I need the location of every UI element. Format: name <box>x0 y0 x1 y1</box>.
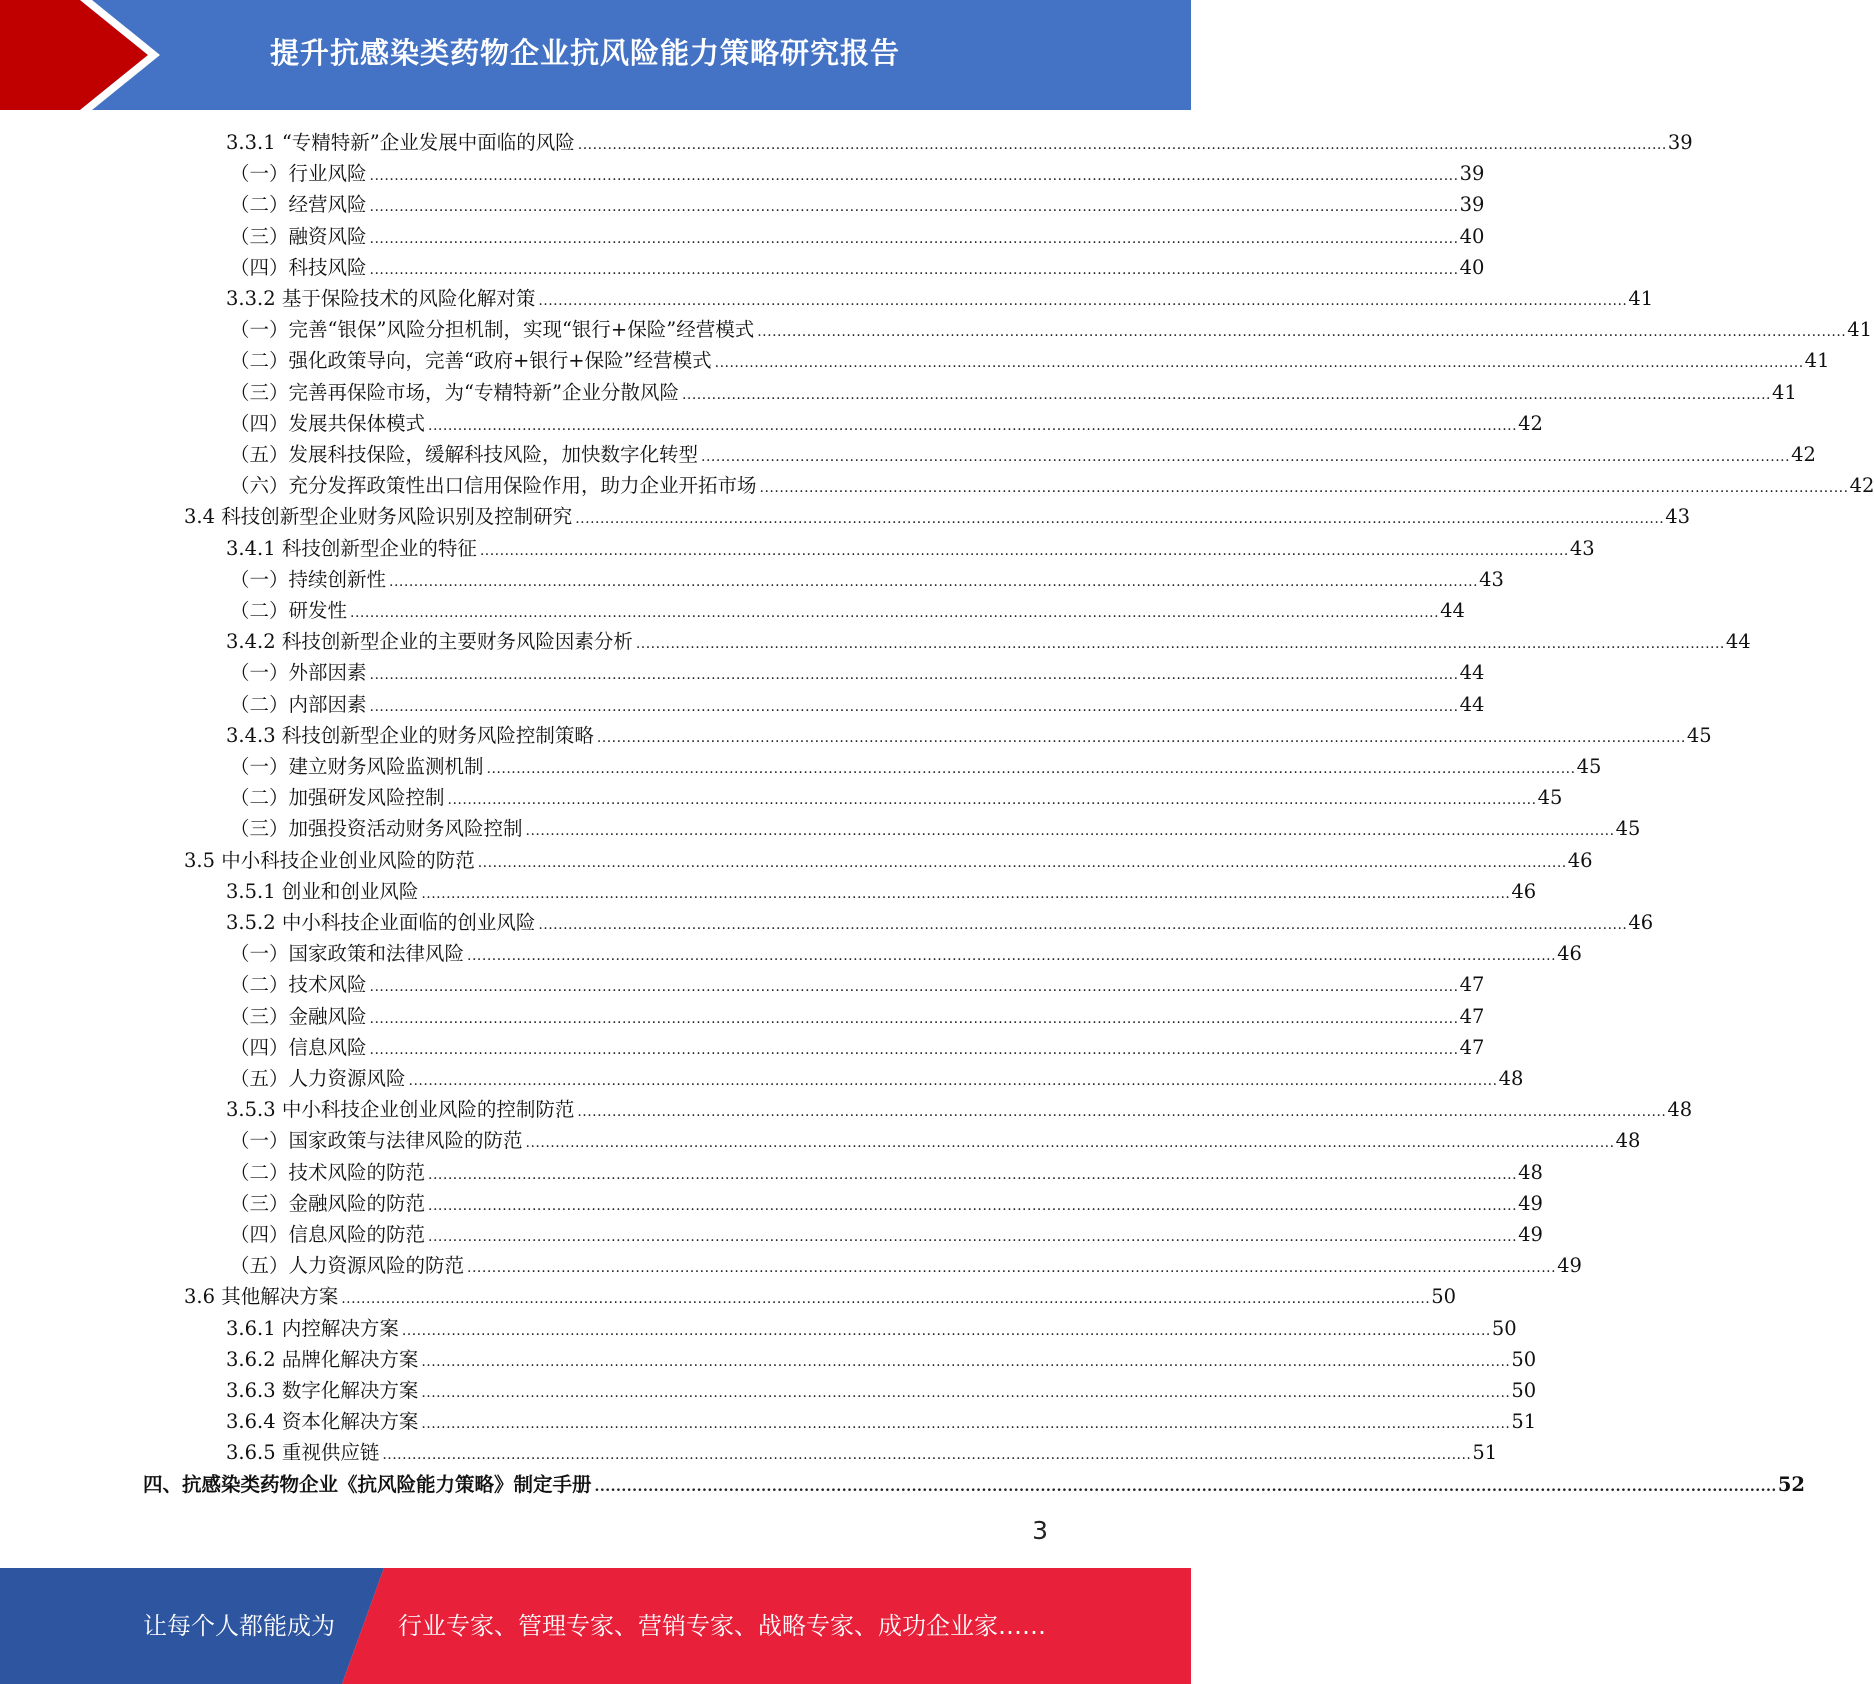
toc-entry-label: （五）人力资源风险 <box>230 1067 406 1090</box>
toc-entry-page: 47 <box>1459 1035 1485 1059</box>
toc-entry-label: 四、抗感染类药物企业《抗风险能力策略》制定手册 <box>143 1472 592 1496</box>
toc-entry-label: 3.6 其他解决方案 <box>184 1285 339 1309</box>
toc-entry[interactable] <box>226 907 1654 938</box>
toc-dot-leader: ............................................................................................................................................................................................................................ <box>428 1229 1518 1245</box>
toc-dot-leader: ............................................................................................................................................................................................................................ <box>428 417 1518 434</box>
toc-entry-page: 49 <box>1518 1191 1543 1215</box>
toc-entry[interactable] <box>184 1281 1457 1312</box>
toc-dot-leader: ............................................................................................................................................................................................................................ <box>369 230 1459 247</box>
toc-entry[interactable] <box>230 470 1874 501</box>
toc-dot-leader: ............................................................................................................................................................................................................................ <box>421 1353 1511 1370</box>
toc-entry[interactable] <box>143 1469 1805 1500</box>
toc-entry-label: 3.6.5 重视供应链 <box>226 1441 380 1465</box>
toc-entry-label: 3.5.1 创业和创业风险 <box>226 879 419 903</box>
toc-dot-leader: ............................................................................................................................................................................................................................ <box>389 573 1479 590</box>
toc-entry[interactable] <box>226 1344 1537 1375</box>
toc-entry-page: 48 <box>1498 1067 1524 1090</box>
toc-entry[interactable] <box>230 252 1485 283</box>
toc-entry-label: （一）国家政策和法律风险 <box>230 942 465 966</box>
toc-dot-leader: ............................................................................................................................................................................................................................ <box>701 449 1791 465</box>
toc-entry-label: 3.3.1 “专精特新”企业发展中面临的风险 <box>226 131 575 154</box>
toc-entry[interactable] <box>226 720 1712 751</box>
toc-entry[interactable] <box>230 314 1873 345</box>
toc-entry-label: （三）融资风险 <box>230 224 367 248</box>
page-number: 3 <box>1032 1516 1048 1545</box>
toc-entry[interactable] <box>226 127 1693 158</box>
header-title: 提升抗感染类药物企业抗风险能力策略研究报告 <box>270 36 901 70</box>
toc-entry-label: （二）技术风险 <box>230 973 367 997</box>
toc-entry-label: （二）加强研发风险控制 <box>230 786 445 810</box>
toc-entry-label: （四）信息风险的防范 <box>230 1223 426 1246</box>
toc-entry[interactable] <box>230 689 1485 720</box>
toc-entry-label: （二）研发性 <box>230 599 348 622</box>
toc-entry-label: 3.4 科技创新型企业财务风险识别及控制研究 <box>184 505 573 529</box>
toc-entry[interactable] <box>184 845 1593 876</box>
toc-entry-page: 40 <box>1459 255 1485 279</box>
toc-entry[interactable] <box>230 813 1641 844</box>
toc-entry[interactable] <box>230 377 1797 408</box>
toc-entry-page: 39 <box>1667 131 1693 154</box>
toc-entry-page: 49 <box>1518 1223 1543 1246</box>
toc-entry-page: 41 <box>1804 349 1830 373</box>
toc-entry-label: （二）内部因素 <box>230 692 367 716</box>
toc-dot-leader: ............................................................................................................................................................................................................................ <box>575 511 1665 528</box>
toc-entry[interactable] <box>230 751 1602 782</box>
toc-entry[interactable] <box>230 564 1504 595</box>
toc-dot-leader: ............................................................................................................................................................................................................................ <box>350 605 1440 621</box>
toc-dot-leader: ............................................................................................................................................................................................................................ <box>486 761 1576 777</box>
toc-entry-page: 48 <box>1518 1160 1543 1184</box>
toc-entry[interactable] <box>230 439 1816 470</box>
toc-dot-leader: ............................................................................................................................................................................................................................ <box>714 355 1804 372</box>
page-footer <box>0 1568 1191 1684</box>
toc-entry-label: 3.6.4 资本化解决方案 <box>226 1410 419 1434</box>
toc-entry[interactable] <box>226 1094 1693 1125</box>
toc-entry-label: （二）技术风险的防范 <box>230 1160 426 1184</box>
footer-slogan-left: 让每个人都能成为 <box>143 1612 335 1640</box>
toc-dot-leader: ............................................................................................................................................................................................................................ <box>681 386 1771 403</box>
toc-entry-page: 46 <box>1628 911 1654 934</box>
toc-entry[interactable] <box>230 938 1582 969</box>
toc-dot-leader: ............................................................................................................................................................................................................................ <box>596 729 1686 746</box>
toc-entry[interactable] <box>230 1250 1582 1281</box>
toc-entry-page: 43 <box>1665 505 1691 529</box>
toc-entry-page: 50 <box>1511 1347 1537 1371</box>
toc-dot-leader: ............................................................................................................................................................................................................................ <box>421 1385 1511 1401</box>
toc-entry[interactable] <box>230 595 1465 626</box>
toc-entry-page: 49 <box>1557 1254 1582 1278</box>
toc-dot-leader: ............................................................................................................................................................................................................................ <box>759 480 1849 497</box>
toc-dot-leader: ............................................................................................................................................................................................................................ <box>525 823 1615 840</box>
toc-entry-label: 3.4.3 科技创新型企业的财务风险控制策略 <box>226 723 594 747</box>
toc-entry-page: 47 <box>1459 973 1485 997</box>
toc-entry[interactable] <box>226 1313 1517 1344</box>
toc-dot-leader: ............................................................................................................................................................................................................................ <box>369 698 1459 715</box>
toc-dot-leader: ............................................................................................................................................................................................................................ <box>421 885 1511 902</box>
toc-entry-label: 3.5.2 中小科技企业面临的创业风险 <box>226 911 536 934</box>
toc-entry[interactable] <box>226 1437 1498 1468</box>
toc-entry[interactable] <box>230 969 1485 1000</box>
toc-entry-page: 46 <box>1567 848 1593 872</box>
toc-dot-leader: ............................................................................................................................................................................................................................ <box>577 137 1667 153</box>
toc-entry-page: 51 <box>1472 1441 1498 1465</box>
toc-entry-page: 48 <box>1667 1098 1693 1122</box>
toc-entry[interactable] <box>230 782 1563 813</box>
toc-entry-label: （一）建立财务风险监测机制 <box>230 755 484 778</box>
toc-entry-page: 44 <box>1459 661 1485 685</box>
toc-dot-leader: ............................................................................................................................................................................................................................ <box>341 1291 1431 1308</box>
toc-entry-label: 3.3.2 基于保险技术的风险化解对策 <box>226 287 536 310</box>
toc-entry-page: 50 <box>1511 1379 1537 1402</box>
toc-entry-page: 39 <box>1459 162 1485 186</box>
toc-entry-label: 3.6.3 数字化解决方案 <box>226 1379 419 1402</box>
toc-entry-label: （四）信息风险 <box>230 1035 367 1059</box>
toc-entry-page: 46 <box>1511 879 1537 903</box>
toc-entry-page: 40 <box>1459 224 1485 248</box>
toc-dot-leader: ............................................................................................................................................................................................................................ <box>369 667 1459 684</box>
toc-entry-label: 3.5 中小科技企业创业风险的防范 <box>184 848 475 872</box>
toc-dot-leader: ............................................................................................................................................................................................................................ <box>408 1073 1498 1089</box>
toc-entry-page: 41 <box>1847 318 1873 342</box>
toc-dot-leader: ............................................................................................................................................................................................................................ <box>477 854 1567 871</box>
toc-entry-label: （四）发展共保体模式 <box>230 411 426 435</box>
toc-entry[interactable] <box>230 189 1485 220</box>
toc-entry-page: 50 <box>1431 1285 1457 1309</box>
toc-dot-leader: ............................................................................................................................................................................................................................ <box>369 1010 1459 1027</box>
toc-entry[interactable] <box>226 533 1595 564</box>
toc-entry[interactable] <box>184 501 1691 532</box>
toc-dot-leader: ............................................................................................................................................................................................................................ <box>369 199 1459 216</box>
toc-dot-leader: ............................................................................................................................................................................................................................ <box>479 542 1569 559</box>
toc-entry[interactable] <box>226 626 1751 657</box>
toc-entry-label: 3.6.1 内控解决方案 <box>226 1316 399 1340</box>
toc-dot-leader: ............................................................................................................................................................................................................................ <box>538 293 1628 309</box>
toc-entry[interactable] <box>230 1063 1524 1094</box>
toc-entry-label: 3.4.2 科技创新型企业的主要财务风险因素分析 <box>226 630 633 654</box>
toc-entry-label: （一）完善“银保”风险分担机制，实现“银行+保险”经营模式 <box>230 318 755 342</box>
toc-entry-page: 41 <box>1628 287 1654 310</box>
footer-slogan-right: 行业专家、管理专家、营销专家、战略专家、成功企业家…… <box>398 1612 1046 1640</box>
toc-dot-leader: ............................................................................................................................................................................................................................ <box>401 1322 1491 1339</box>
toc-entry-label: （二）经营风险 <box>230 193 367 217</box>
toc-dot-leader: ............................................................................................................................................................................................................................ <box>538 917 1628 933</box>
toc-dot-leader: ............................................................................................................................................................................................................................ <box>382 1447 1472 1464</box>
toc-entry[interactable] <box>226 876 1537 907</box>
toc-entry[interactable] <box>230 1157 1543 1188</box>
page-header <box>0 0 1191 110</box>
toc-entry-label: （三）金融风险的防范 <box>230 1191 426 1215</box>
toc-entry-label: （三）加强投资活动财务风险控制 <box>230 817 523 841</box>
toc-entry[interactable] <box>230 1188 1543 1219</box>
toc-entry-label: （一）持续创新性 <box>230 567 387 591</box>
toc-dot-leader: ............................................................................................................................................................................................................................ <box>757 324 1847 341</box>
toc-entry[interactable] <box>230 1001 1485 1032</box>
toc-dot-leader: ............................................................................................................................................................................................................................ <box>369 979 1459 996</box>
toc-entry-label: （一）行业风险 <box>230 162 367 186</box>
toc-dot-leader: ............................................................................................................................................................................................................................ <box>467 948 1557 965</box>
toc-dot-leader: ............................................................................................................................................................................................................................ <box>428 1197 1518 1214</box>
toc-dot-leader: ............................................................................................................................................................................................................................ <box>369 261 1459 278</box>
toc-entry-page: 39 <box>1459 193 1485 217</box>
toc-entry-page: 47 <box>1459 1004 1485 1028</box>
toc-entry-page: 45 <box>1576 755 1602 778</box>
toc-dot-leader: ............................................................................................................................................................................................................................ <box>428 1166 1518 1183</box>
toc-entry-page: 50 <box>1491 1316 1517 1340</box>
toc-entry-label: 3.4.1 科技创新型企业的特征 <box>226 536 477 560</box>
toc-entry-label: （四）科技风险 <box>230 255 367 279</box>
toc-entry[interactable] <box>230 158 1485 189</box>
toc-entry-page: 43 <box>1479 567 1504 591</box>
toc-entry-label: （二）强化政策导向，完善“政府+银行+保险”经营模式 <box>230 349 712 373</box>
toc-entry-page: 46 <box>1557 942 1582 966</box>
toc-entry-page: 45 <box>1686 723 1712 747</box>
toc-entry[interactable] <box>230 345 1830 376</box>
toc-dot-leader: ............................................................................................................................................................................................................................ <box>369 1041 1459 1058</box>
toc-dot-leader: ............................................................................................................................................................................................................................ <box>369 168 1459 185</box>
toc-dot-leader: ............................................................................................................................................................................................................................ <box>525 1135 1615 1152</box>
toc-dot-leader: ............................................................................................................................................................................................................................ <box>635 636 1725 653</box>
toc-entry[interactable] <box>226 283 1654 314</box>
toc-entry[interactable] <box>230 408 1543 439</box>
toc-entry-label: 3.6.2 品牌化解决方案 <box>226 1347 419 1371</box>
toc-entry[interactable] <box>226 1406 1537 1437</box>
toc-entry-page: 43 <box>1569 536 1595 560</box>
toc-entry-page: 42 <box>1518 411 1543 435</box>
toc-entry-page: 52 <box>1777 1472 1805 1496</box>
toc-entry-label: （三）金融风险 <box>230 1004 367 1028</box>
toc-entry-label: （五）人力资源风险的防范 <box>230 1254 465 1278</box>
toc-entry-page: 42 <box>1791 443 1816 466</box>
toc-entry-label: （五）发展科技保险，缓解科技风险，加快数字化转型 <box>230 443 699 466</box>
toc-entry[interactable] <box>230 1219 1543 1250</box>
toc-dot-leader: ............................................................................................................................................................................................................................ <box>577 1104 1667 1121</box>
toc-entry[interactable] <box>230 221 1485 252</box>
toc-entry-label: （一）外部因素 <box>230 661 367 685</box>
toc-dot-leader: ............................................................................................................................................................................................................................ <box>594 1478 1777 1495</box>
toc-entry-page: 44 <box>1440 599 1465 622</box>
toc-entry[interactable] <box>230 1032 1485 1063</box>
toc-entry-label: （一）国家政策与法律风险的防范 <box>230 1129 523 1153</box>
toc-dot-leader: ............................................................................................................................................................................................................................ <box>447 792 1537 809</box>
toc-entry[interactable] <box>230 657 1485 688</box>
toc-dot-leader: ............................................................................................................................................................................................................................ <box>467 1260 1557 1277</box>
toc-entry[interactable] <box>226 1375 1537 1406</box>
toc-entry-label: 3.5.3 中小科技企业创业风险的控制防范 <box>226 1098 575 1122</box>
toc-entry-page: 51 <box>1511 1410 1537 1434</box>
toc-entry-page: 41 <box>1772 380 1797 404</box>
toc-entry-label: （三）完善再保险市场，为“专精特新”企业分散风险 <box>230 380 679 404</box>
toc-entry-page: 48 <box>1615 1129 1641 1153</box>
toc-entry-page: 45 <box>1615 817 1641 841</box>
toc-entry-page: 44 <box>1725 630 1751 654</box>
toc-entry-page: 42 <box>1849 474 1874 498</box>
toc-entry-page: 44 <box>1459 692 1485 716</box>
toc-entry[interactable] <box>230 1125 1641 1156</box>
toc-dot-leader: ............................................................................................................................................................................................................................ <box>421 1416 1511 1433</box>
toc-entry-label: （六）充分发挥政策性出口信用保险作用，助力企业开拓市场 <box>230 474 757 498</box>
toc-entry-page: 45 <box>1537 786 1563 810</box>
